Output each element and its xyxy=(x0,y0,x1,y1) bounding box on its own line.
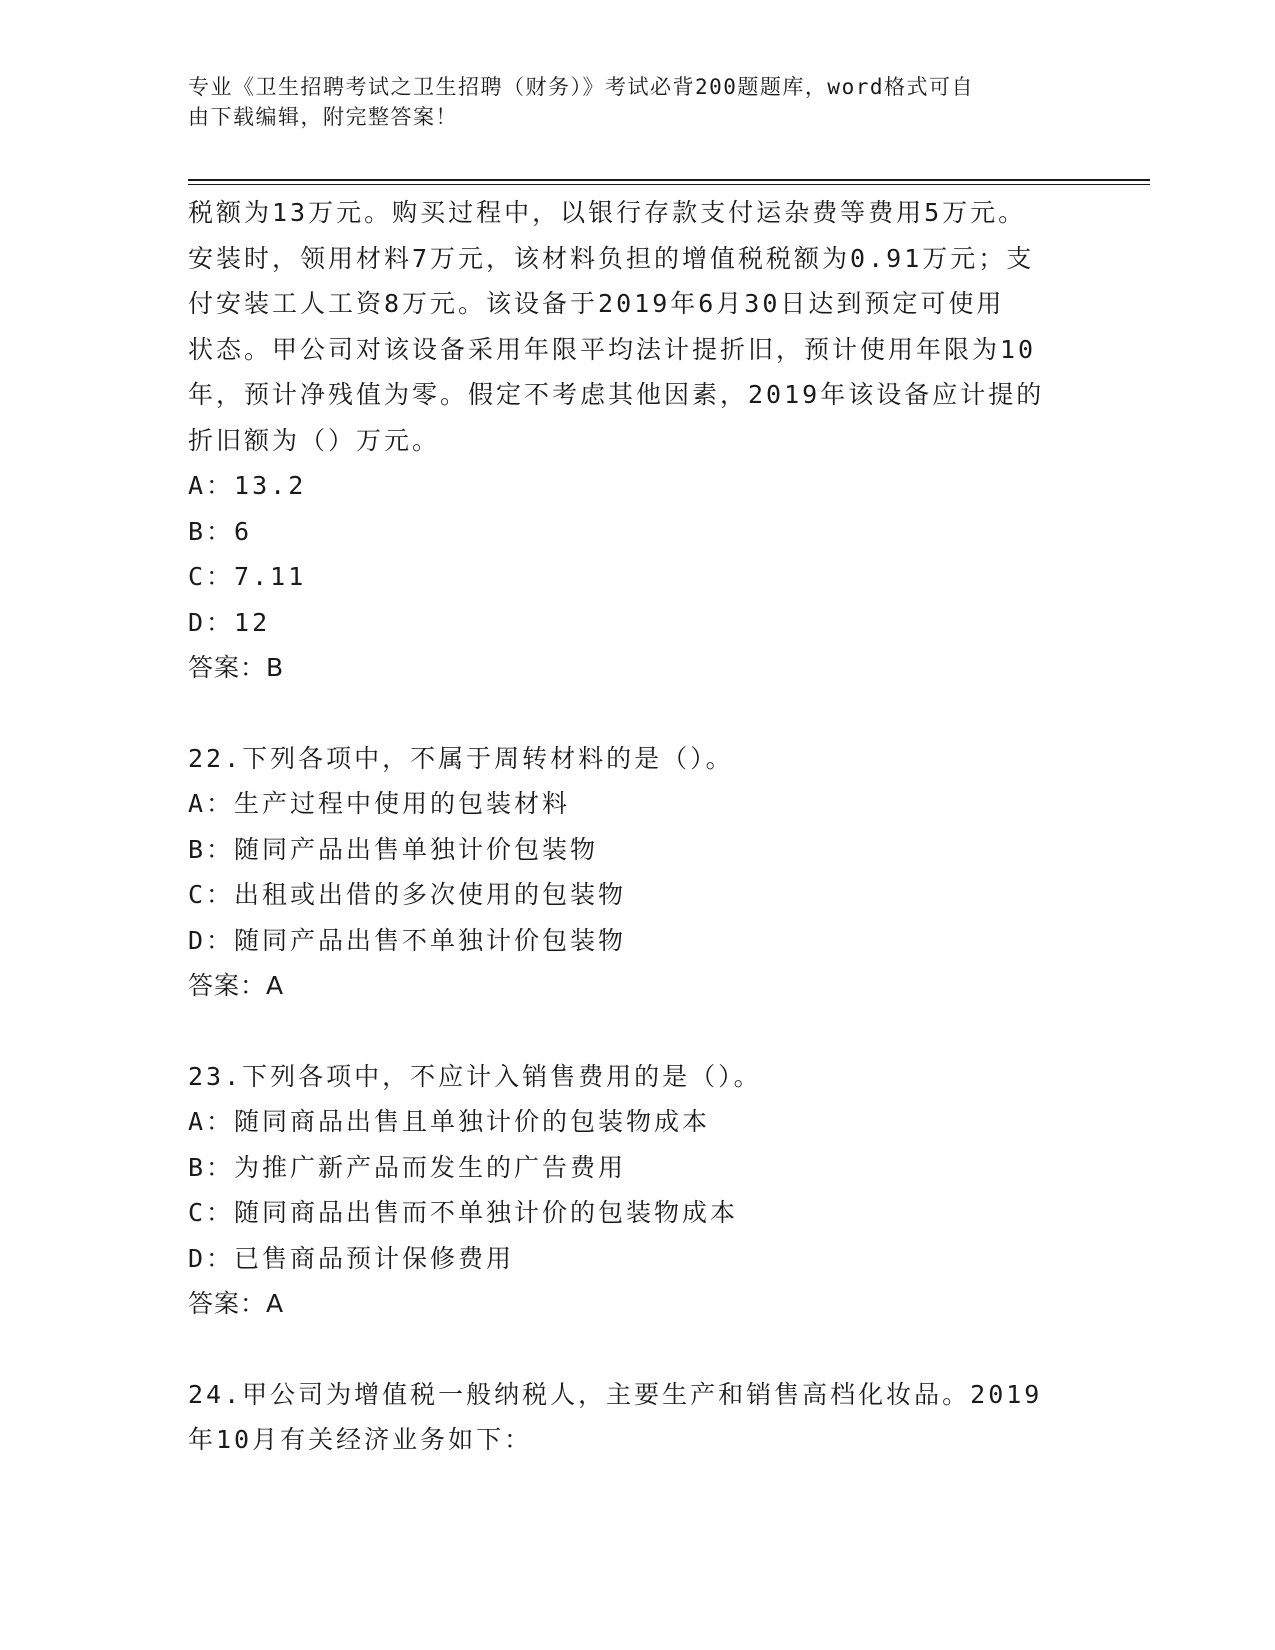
question-22 xyxy=(188,736,1088,1009)
question-stem-line: 付安装工人工资8万元。该设备于2019年6月30日达到预定可使用 xyxy=(188,289,1005,318)
option-c: C：出租或出借的多次使用的包装物 xyxy=(188,880,627,909)
question-stem-line: 状态。甲公司对该设备采用年限平均法计提折旧，预计使用年限为10 xyxy=(188,334,1037,364)
answer: 答案：A xyxy=(188,1289,285,1318)
option-d: D：12 xyxy=(188,607,271,637)
option-b: B：6 xyxy=(188,516,253,546)
question-stem-line: 安装时，领用材料7万元，该材料负担的增值税税额为0.91万元；支 xyxy=(188,243,1035,273)
option-a: A：生产过程中使用的包装材料 xyxy=(188,789,571,818)
option-b: B：随同产品出售单独计价包装物 xyxy=(188,834,599,864)
option-d: D：随同产品出售不单独计价包装物 xyxy=(188,925,627,955)
document-header xyxy=(188,72,1068,132)
option-c: C：7.11 xyxy=(188,562,307,591)
option-a: A：13.2 xyxy=(188,471,307,500)
option-a: A：随同商品出售且单独计价的包装物成本 xyxy=(188,1107,711,1136)
question-23 xyxy=(188,1054,1088,1327)
header-divider-thin xyxy=(188,184,1150,185)
question-stem-line: 24.甲公司为增值税一般纳税人，主要生产和销售高档化妆品。2019 xyxy=(188,1379,1043,1409)
header-line: 专业《卫生招聘考试之卫生招聘（财务）》考试必背200题题库，word格式可自 xyxy=(188,75,974,99)
header-divider-thick xyxy=(188,179,1150,181)
question-24 xyxy=(188,1372,1088,1463)
question-stem-line: 折旧额为（）万元。 xyxy=(188,425,441,455)
question-stem: 23.下列各项中，不应计入销售费用的是（）。 xyxy=(188,1061,762,1091)
option-c: C：随同商品出售而不单独计价的包装物成本 xyxy=(188,1198,739,1227)
question-spacer xyxy=(188,1327,1088,1372)
document-body xyxy=(188,190,1088,1463)
question-21-continued xyxy=(188,190,1088,691)
header-line: 由下载编辑，附完整答案！ xyxy=(188,105,458,129)
question-spacer xyxy=(188,691,1088,736)
question-stem-line: 年，预计净残值为零。假定不考虑其他因素，2019年该设备应计提的 xyxy=(188,380,1045,409)
question-stem: 22.下列各项中，不属于周转材料的是（）。 xyxy=(188,743,734,773)
question-stem-line: 年10月有关经济业务如下： xyxy=(188,1425,533,1454)
answer: 答案：A xyxy=(188,971,285,1000)
answer: 答案：B xyxy=(188,653,285,682)
option-d: D：已售商品预计保修费用 xyxy=(188,1243,515,1273)
question-stem-line: 税额为13万元。购买过程中，以银行存款支付运杂费等费用5万元。 xyxy=(188,198,1027,227)
option-b: B：为推广新产品而发生的广告费用 xyxy=(188,1152,627,1182)
question-spacer xyxy=(188,1009,1088,1054)
